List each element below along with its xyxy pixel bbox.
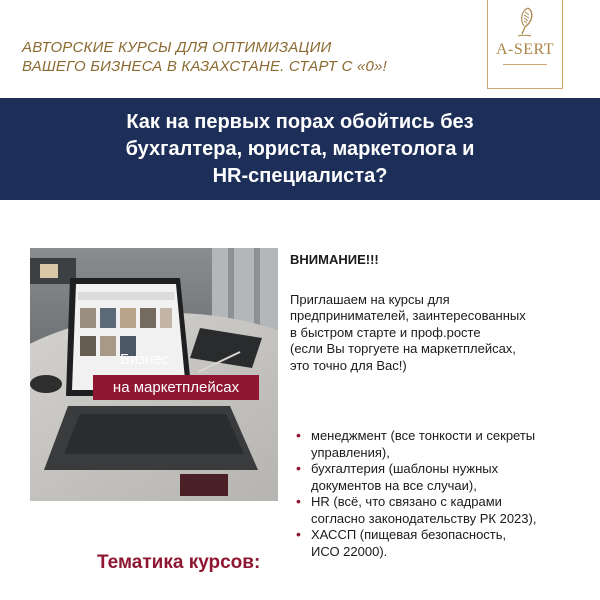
invitation-line: предпринимателей, заинтересованных [290,308,526,324]
invitation-line: (если Вы торгуете на маркетплейсах, [290,341,516,357]
list-item [296,494,586,527]
list-item-line: документов на все случаи), [311,477,477,493]
list-item-line: ИСО 22000). [311,543,388,559]
attention-heading: ВНИМАНИЕ!!! [290,252,379,267]
topics-heading: Тематика курсов: [97,552,261,573]
invitation-line: Приглашаем на курсы для [290,292,450,307]
title-line: Как на первых порах обойтись без [126,110,474,133]
list-item-line: управления), [311,444,390,460]
logo-underline [503,64,547,65]
photo-badge-title: Бизнес [120,351,170,368]
photo-badge-subtitle: на маркетплейсах [112,379,240,396]
title-line: HR-специалиста? [212,164,388,187]
bullet-icon: • [296,526,301,542]
bullet-icon: • [296,427,301,443]
list-item-line: HR (всё, что связано с кадрами [311,494,502,509]
list-item-line: бухгалтерия (шаблоны нужных [311,461,499,476]
feather-icon [512,6,538,38]
logo [487,0,563,89]
invitation-line: в быстром старте и проф.росте [290,324,481,340]
tagline-line: ВАШЕГО БИЗНЕСА В КАЗАХСТАНЕ. СТАРТ С «0»! [22,58,387,75]
list-item [296,428,586,461]
topics-list [296,428,586,560]
list-item-line: ХАССП (пищевая безопасность, [311,527,507,542]
bullet-icon: • [296,460,301,476]
tagline-line: АВТОРСКИЕ КУРСЫ ДЛЯ ОПТИМИЗАЦИИ [22,39,332,56]
page-title [65,109,535,190]
invitation-line: это точно для Вас!) [290,357,407,373]
invitation-text [290,292,580,374]
list-item [296,461,586,494]
list-item [296,527,586,560]
bullet-icon: • [296,493,301,509]
title-line: бухгалтера, юриста, маркетолога и [125,137,475,160]
list-item-line: менеджмент (все тонкости и секреты [311,428,536,443]
logo-text: A-SERT [495,41,555,58]
title-band [0,98,600,200]
tagline [22,38,442,76]
list-item-line: согласно законодательству РК 2023), [311,510,537,526]
